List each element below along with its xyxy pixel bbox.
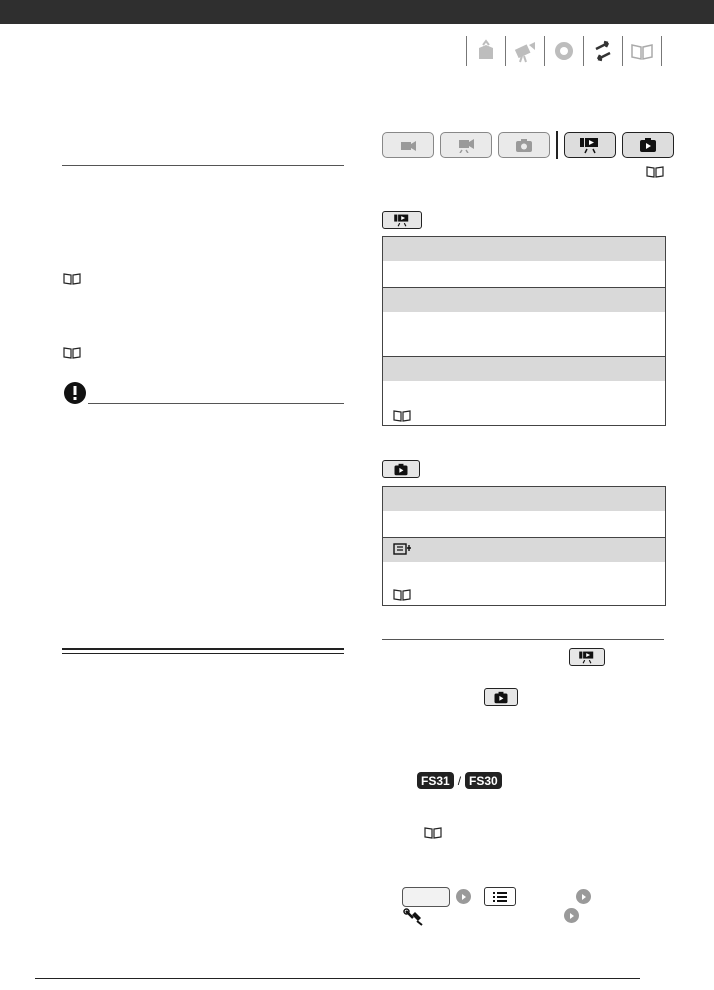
notice-rule xyxy=(88,403,344,404)
tab-photo[interactable] xyxy=(544,36,583,66)
important-notice-icon xyxy=(63,381,87,405)
movie-options-table xyxy=(382,236,666,426)
mode-button-photo-playback[interactable] xyxy=(622,132,674,158)
book-reference-icon xyxy=(63,346,81,359)
mode-button-auto[interactable] xyxy=(382,132,434,158)
mode-button-movie[interactable] xyxy=(440,132,492,158)
photo-camera-icon xyxy=(552,39,576,63)
table-row-header xyxy=(383,537,665,562)
model-separator-slash: / xyxy=(457,773,462,788)
camcorder-bag-icon xyxy=(474,39,498,63)
arrow-next-icon xyxy=(576,889,591,904)
table-row-header xyxy=(383,487,665,511)
movie-playback-icon xyxy=(578,136,602,154)
table-row xyxy=(383,381,665,425)
model-badge-fs31: FS31 xyxy=(417,772,454,789)
footer-rule xyxy=(35,978,640,979)
section-rule xyxy=(62,165,344,166)
photo-playback-chip xyxy=(382,460,420,478)
menu-list-icon xyxy=(484,887,516,906)
setup-wrench-icon xyxy=(403,908,425,926)
photo-playback-icon xyxy=(392,463,410,476)
section-double-rule xyxy=(62,648,344,654)
photo-playback-icon xyxy=(492,691,510,704)
movie-playback-chip-inline xyxy=(569,648,605,666)
table-row xyxy=(383,261,665,287)
movie-playback-icon xyxy=(392,213,412,227)
mode-bar xyxy=(382,131,674,159)
photo-playback-chip-inline xyxy=(484,688,518,706)
print-transfer-icon xyxy=(393,542,413,558)
table-row xyxy=(383,511,665,537)
table-row xyxy=(383,562,665,606)
tab-camcorder[interactable] xyxy=(466,36,505,66)
photo-mode-icon xyxy=(513,137,535,153)
arrow-next-icon xyxy=(456,889,471,904)
tab-reference[interactable] xyxy=(622,36,662,66)
movie-mode-icon xyxy=(455,137,477,153)
auto-movie-icon xyxy=(397,137,419,153)
movie-camera-icon xyxy=(512,39,538,63)
mode-button-photo[interactable] xyxy=(498,132,550,158)
top-bar xyxy=(0,0,714,24)
table-row-header xyxy=(383,356,665,381)
book-reference-icon xyxy=(646,165,664,178)
table-row xyxy=(383,312,665,356)
mode-button-movie-playback[interactable] xyxy=(564,132,616,158)
section-rule xyxy=(382,639,664,640)
section-tabs xyxy=(466,36,662,66)
photo-options-table xyxy=(382,486,666,606)
model-badge-fs30: FS30 xyxy=(465,772,502,789)
transfer-arrows-icon xyxy=(591,39,615,63)
table-row-header xyxy=(383,237,665,261)
open-book-icon xyxy=(629,40,655,62)
book-reference-icon xyxy=(424,826,442,839)
book-reference-icon xyxy=(63,272,81,285)
book-reference-icon xyxy=(393,588,411,601)
tab-transfer[interactable] xyxy=(583,36,622,66)
movie-playback-chip xyxy=(382,211,422,229)
photo-playback-icon xyxy=(637,137,659,153)
movie-playback-icon xyxy=(577,650,597,664)
model-badges xyxy=(417,772,502,789)
table-row-header xyxy=(383,287,665,312)
book-reference-icon xyxy=(393,409,411,422)
arrow-next-icon xyxy=(564,908,579,923)
func-button-key xyxy=(402,887,450,907)
mode-separator xyxy=(556,131,558,159)
tab-movie[interactable] xyxy=(505,36,544,66)
